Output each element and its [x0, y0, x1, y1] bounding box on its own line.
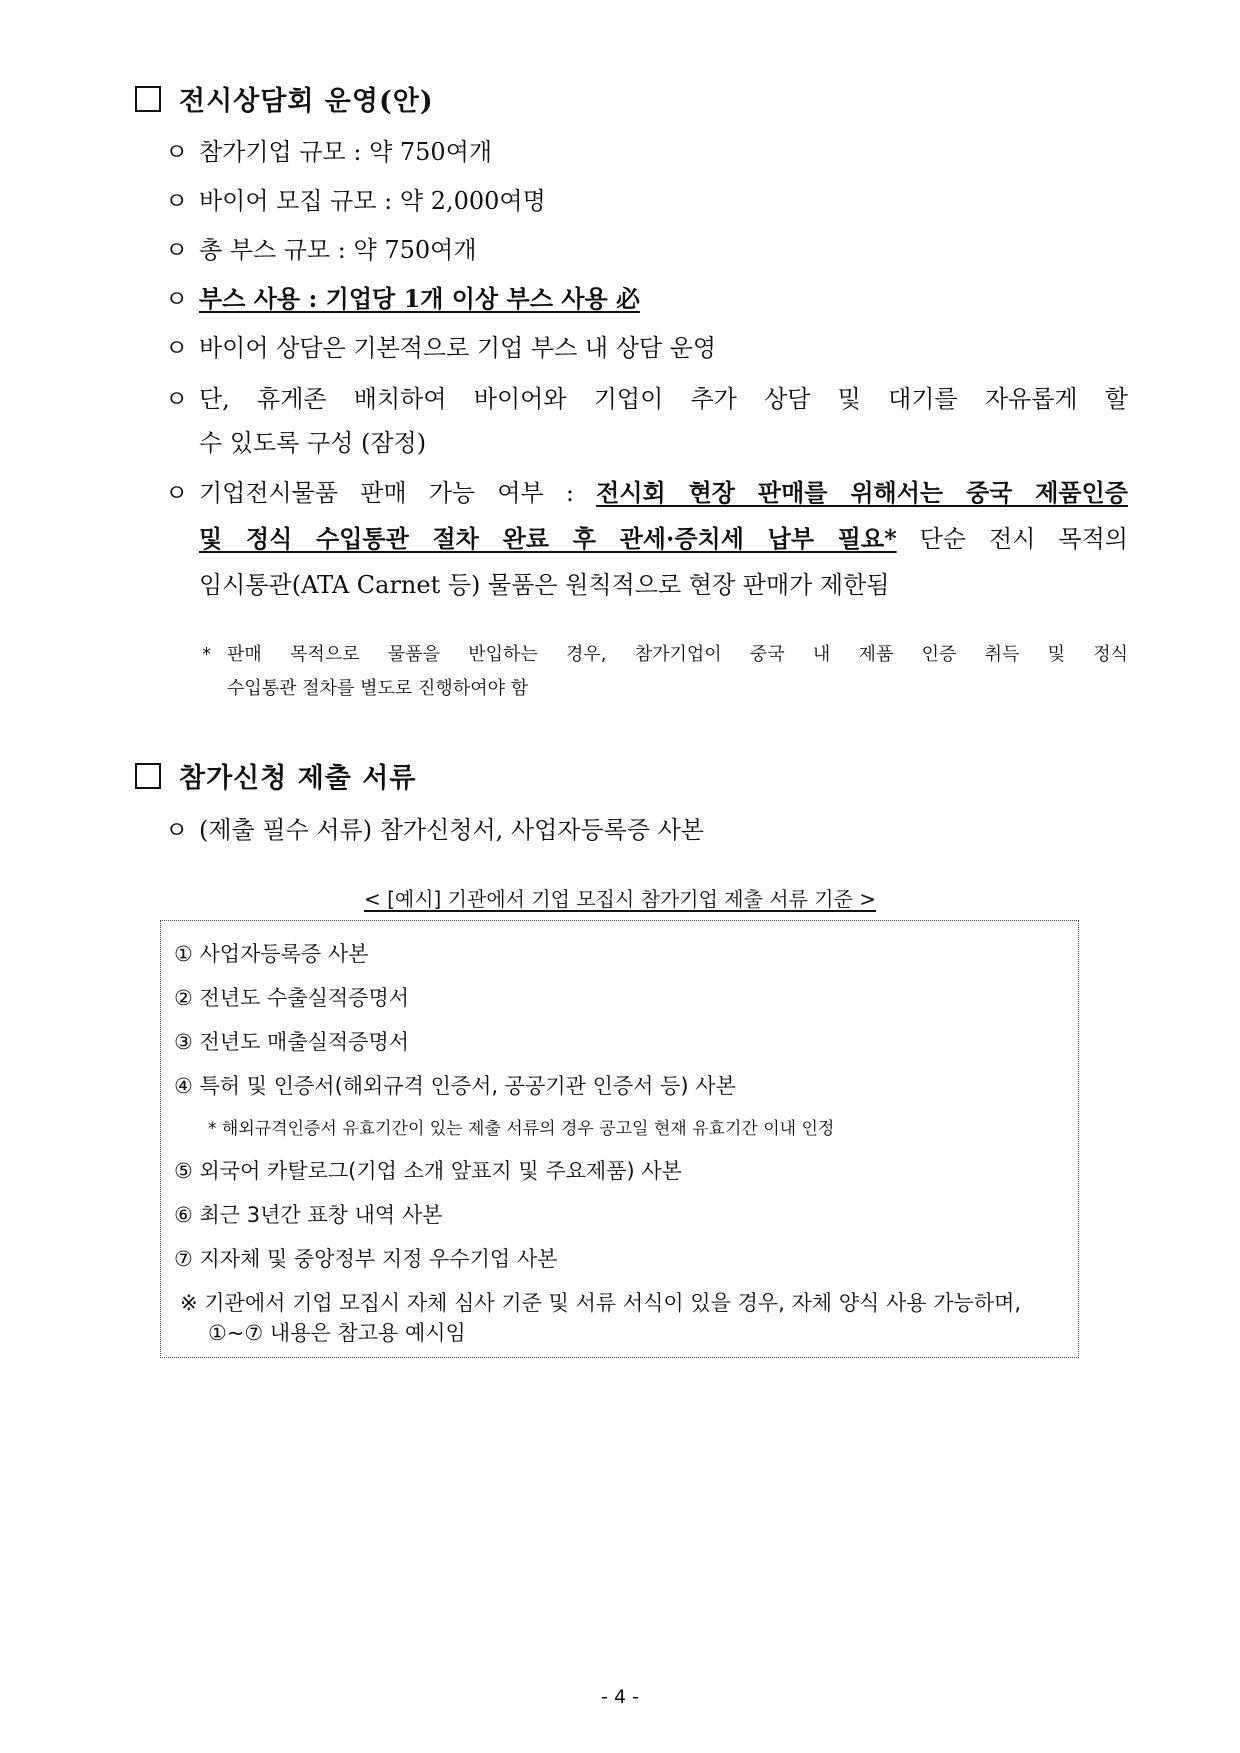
- list-item-text-line: 기업전시물품 판매 가능 여부 : 전시회 현장 판매를 위해서는 중국 제품인증: [199, 478, 1128, 507]
- footnote-mark: *: [202, 644, 211, 665]
- list-item-text-line: 수 있도록 구성 (잠정): [199, 429, 427, 457]
- section-title-documents: [135, 756, 416, 795]
- list-item-text: (제출 필수 서류) 참가신청서, 사업자등록증 사본: [199, 816, 704, 844]
- document-item: ④ 특허 및 인증서(해외규격 인증서, 공공기관 인증서 등) 사본: [174, 1074, 736, 1098]
- checkbox-square-icon: [135, 763, 161, 789]
- list-item-text: 총 부스 규모 : 약 750여개: [199, 236, 477, 264]
- document-item: ① 사업자등록증 사본: [174, 942, 369, 966]
- page-number: - 4 -: [601, 1686, 639, 1708]
- document-item: ⑥ 최근 3년간 표창 내역 사본: [174, 1203, 443, 1227]
- list-item-text-line: 단, 휴게존 배치하여 바이어와 기업이 추가 상담 및 대기를 자유롭게 할: [199, 385, 1128, 413]
- footnote-text-line: 수입통관 절차를 별도로 진행하여야 함: [227, 678, 529, 699]
- checkbox-square-icon: [135, 86, 161, 112]
- bullet-icon: ㅇ: [165, 816, 189, 844]
- bullet-icon: ㅇ: [165, 187, 189, 215]
- list-item-text: 참가기업 규모 : 약 750여개: [199, 138, 493, 166]
- booth-usage-emphasis: 부스 사용 : 기업당 1개 이상 부스 사용 必: [199, 284, 640, 313]
- section-title-text: 전시상담회 운영(안): [179, 86, 434, 117]
- document-item: ② 전년도 수출실적증명서: [174, 986, 410, 1010]
- reference-note-line: ※ 기관에서 기업 모집시 자체 심사 기준 및 서류 서식이 있을 경우, 자체 양식 사용 가능하며,: [180, 1291, 1022, 1315]
- bullet-icon: ㅇ: [165, 285, 189, 313]
- document-item: ③ 전년도 매출실적증명서: [174, 1030, 410, 1054]
- document-item-note: * 해외규격인증서 유효기간이 있는 제출 서류의 경우 공고일 현재 유효기간 이내 인정: [208, 1119, 835, 1139]
- document-item: ⑤ 외국어 카탈로그(기업 소개 앞표지 및 주요제품) 사본: [174, 1159, 682, 1183]
- bullet-icon: ㅇ: [165, 385, 189, 413]
- reference-note-line: ①~⑦ 내용은 참고용 예시임: [208, 1321, 466, 1345]
- footnote-text-line: 판매 목적으로 물품을 반입하는 경우, 참가기업이 중국 내 제품 인증 취득 및 정식: [227, 644, 1128, 665]
- section-title-text: 참가신청 제출 서류: [179, 763, 417, 794]
- bullet-icon: ㅇ: [165, 334, 189, 362]
- bullet-icon: ㅇ: [165, 479, 189, 507]
- list-item-text: 바이어 상담은 기본적으로 기업 부스 내 상담 운영: [199, 334, 717, 362]
- bullet-icon: ㅇ: [165, 138, 189, 166]
- list-item-text-line: 임시통관(ATA Carnet 등) 물품은 원칙적으로 현장 판매가 제한됨: [199, 571, 890, 599]
- sales-requirement-emphasis: 및 정식 수입통관 절차 완료 후 관세·증치세 납부 필요*: [199, 524, 897, 553]
- list-item-text-line: 및 정식 수입통관 절차 완료 후 관세·증치세 납부 필요* 단순 전시 목적의: [199, 524, 1128, 553]
- bullet-icon: ㅇ: [165, 236, 189, 264]
- document-item: ⑦ 지자체 및 중앙정부 지정 우수기업 사본: [174, 1247, 558, 1271]
- list-item-text: 바이어 모집 규모 : 약 2,000여명: [199, 187, 546, 215]
- sales-requirement-emphasis: 전시회 현장 판매를 위해서는 중국 제품인증: [596, 478, 1128, 507]
- section-title-exhibition: [135, 79, 434, 118]
- example-caption: < [예시] 기관에서 기업 모집시 참가기업 제출 서류 기준 >: [363, 887, 877, 911]
